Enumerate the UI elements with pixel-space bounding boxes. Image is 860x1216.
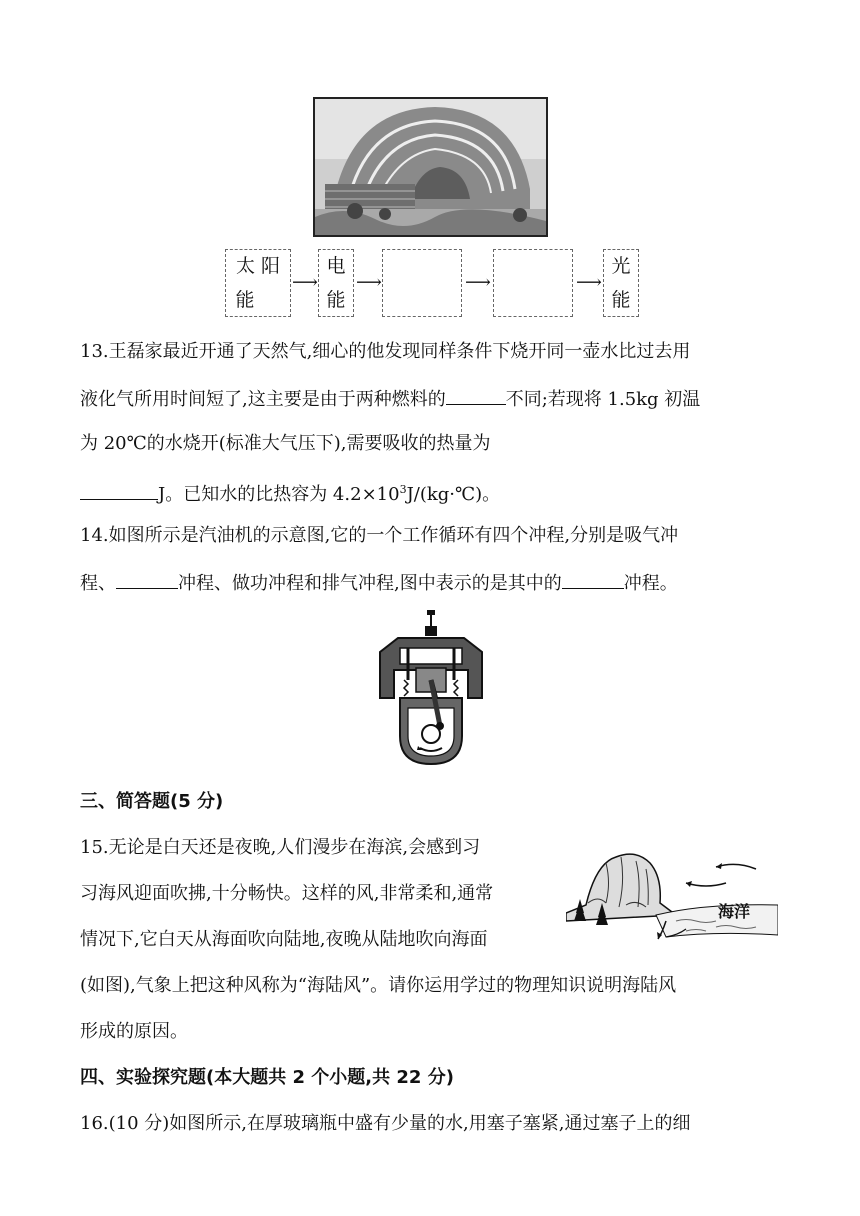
- q13-line2: [80, 386, 700, 412]
- q13-line1: 13.王磊家最近开通了天然气,细心的他发现同样条件下烧开同一壶水比过去用: [80, 341, 691, 362]
- arrow-icon: ⟶: [292, 272, 318, 293]
- q13-blank-1[interactable]: [446, 386, 506, 405]
- q15-line3: 情况下,它白天从海面吹向陆地,夜晚从陆地吹向海面: [80, 929, 488, 950]
- arrow-icon: ⟶: [576, 272, 602, 293]
- energy-box-electric-line1: 电: [326, 255, 346, 277]
- energy-box-light-line1: 光: [611, 255, 631, 277]
- gasoline-engine-diagram: [378, 608, 484, 768]
- section3-title: 三、简答题(5 分): [80, 791, 224, 812]
- q14-line2-text-a: 程、: [80, 573, 116, 594]
- q13-line4-text-b: J/(kg·℃)。: [406, 484, 501, 505]
- q14-line2: [80, 570, 678, 596]
- q14-line2-text-c: 冲程。: [623, 573, 678, 594]
- arrow-icon: ⟶: [465, 272, 491, 293]
- section4-title: 四、实验探究题(本大题共 2 个小题,共 22 分): [80, 1067, 454, 1088]
- energy-box-solar-line2: 能: [235, 289, 255, 311]
- q13-line2-text-b: 不同;若现将 1.5kg 初温: [505, 389, 701, 410]
- q15-line1: 15.无论是白天还是夜晚,人们漫步在海滨,会感到习: [80, 837, 481, 858]
- q13-line4: [80, 478, 500, 507]
- sea-breeze-figure: [566, 843, 778, 943]
- arrow-icon: ⟶: [356, 272, 382, 293]
- q15-line4: (如图),气象上把这种风称为“海陆风”。请你运用学过的物理知识说明海陆风: [80, 975, 677, 996]
- solar-building-photo: [313, 97, 548, 237]
- q13-line4-text-a: J。已知水的比热容为 4.2×10: [158, 484, 400, 505]
- q14-line1: 14.如图所示是汽油机的示意图,它的一个工作循环有四个冲程,分别是吸气冲: [80, 525, 679, 546]
- q13-exponent: 3: [399, 483, 407, 496]
- q13-line3: 为 20℃的水烧开(标准大气压下),需要吸收的热量为: [80, 433, 491, 454]
- energy-box-light-line2: 能: [611, 289, 631, 311]
- q14-blank-1[interactable]: [116, 570, 178, 589]
- q14-line2-text-b: 冲程、做功冲程和排气冲程,图中表示的是其中的: [178, 573, 562, 594]
- q15-line5: 形成的原因。: [80, 1021, 188, 1042]
- energy-box-solar-line1: 太 阳: [235, 255, 281, 277]
- q15-line2: 习海风迎面吹拂,十分畅快。这样的风,非常柔和,通常: [80, 883, 494, 904]
- q14-blank-2[interactable]: [562, 570, 624, 589]
- sea-label: 海洋: [718, 902, 751, 921]
- energy-box-electric-line2: 能: [326, 289, 346, 311]
- energy-box-blank-1: [382, 249, 462, 317]
- q13-line2-text-a: 液化气所用时间短了,这主要是由于两种燃料的: [80, 389, 446, 410]
- energy-box-blank-2: [493, 249, 573, 317]
- q13-blank-2[interactable]: [80, 481, 158, 500]
- q16-line1: 16.(10 分)如图所示,在厚玻璃瓶中盛有少量的水,用塞子塞紧,通过塞子上的细: [80, 1113, 691, 1134]
